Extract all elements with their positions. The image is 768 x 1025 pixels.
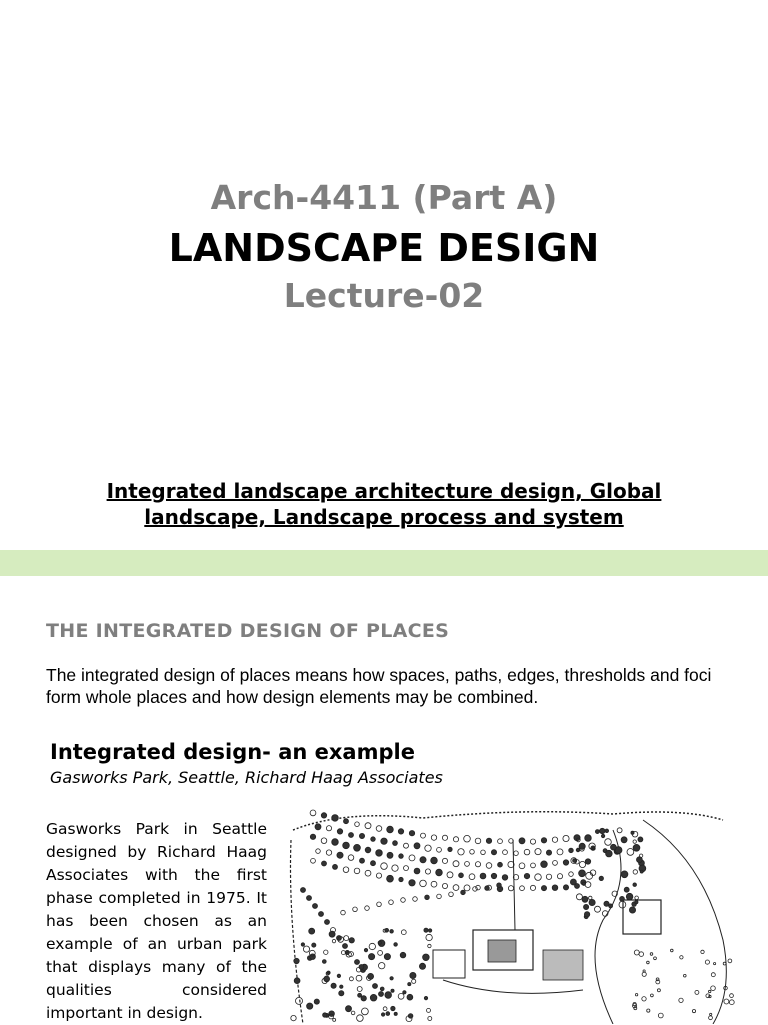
intro-paragraph: The integrated design of places means how spaces, paths, edges, thresholds and foci form whole places and how design elements may be combined. xyxy=(46,665,712,707)
body-paragraph: Gasworks Park in Seattle designed by Richard Haag Associates with the first phase completed in 1975. It has been chosen as an example of an urban park that displays many of the qualities considered important in design. xyxy=(46,820,267,1022)
example-heading: Integrated design- an example xyxy=(50,740,415,764)
example-caption: Gasworks Park, Seattle, Richard Haag Associates xyxy=(50,768,443,787)
site-plan-drawing xyxy=(283,800,753,1024)
divider-band xyxy=(0,550,768,576)
lecture-number: Lecture-02 xyxy=(283,276,485,315)
site-plan-image xyxy=(283,800,753,1024)
course-code: Arch-4411 (Part A) xyxy=(210,178,558,217)
section-heading: THE INTEGRATED DESIGN OF PLACES xyxy=(46,620,450,642)
subtitle: Integrated landscape architecture design, Global landscape, Landscape process and system xyxy=(106,479,662,529)
page-title: LANDSCAPE DESIGN xyxy=(168,226,600,270)
